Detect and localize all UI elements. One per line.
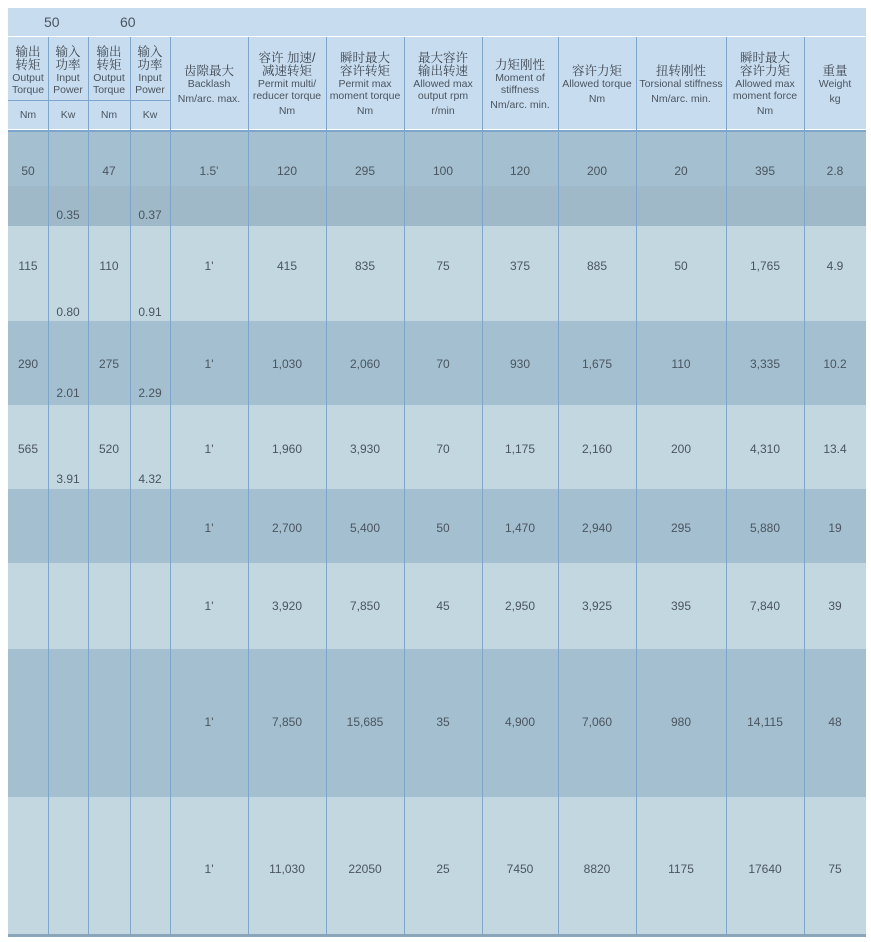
table-cell-torsional: 20	[674, 164, 688, 178]
table-cell-allowed: 885	[586, 259, 608, 273]
header-cn: 输出	[96, 44, 122, 59]
header-en: Torsional stiffness	[639, 77, 723, 90]
table-cell-backlash: 1'	[204, 862, 214, 876]
table-cell-pw50: 0.35	[56, 208, 80, 222]
header-en: Input	[56, 71, 80, 84]
table-cell-pw60: 4.32	[138, 472, 162, 486]
table-cell-out60: 47	[102, 164, 116, 178]
table-cell-weight: 39	[828, 599, 842, 613]
table-cell-maxmom: 22050	[348, 862, 382, 876]
header-cn: 转矩	[96, 57, 122, 72]
table-cell-weight: 13.4	[823, 442, 847, 456]
header-cn: 容许力矩	[739, 64, 790, 78]
header-unit: r/min	[431, 105, 455, 117]
header-unit: Kw	[142, 109, 158, 121]
header-cn: 容许转矩	[339, 64, 390, 78]
table-cell-allowed: 2,940	[581, 521, 613, 535]
table-cell-out60: 110	[99, 259, 119, 273]
frequency-header-band	[8, 8, 866, 36]
table-cell-maxmom: 835	[354, 259, 376, 273]
table-cell-torsional: 980	[670, 715, 692, 729]
table-cell-stiff: 375	[509, 259, 531, 273]
header-cn: 最大容许	[417, 51, 468, 65]
header-cn: 减速转矩	[261, 64, 312, 78]
header-cn: 容许力矩	[571, 63, 622, 78]
header-en: Backlash	[187, 77, 231, 90]
table-cell-rpm: 25	[436, 862, 450, 876]
table-cell-out60	[88, 713, 130, 731]
header-cn: 输出	[15, 44, 41, 59]
table-cell-backlash: 1'	[204, 715, 214, 729]
header-en: Torque	[11, 83, 45, 96]
header-en: Moment of	[495, 71, 545, 84]
table-cell-out60	[88, 597, 130, 615]
table-cell-out50	[8, 597, 48, 615]
header-cn: 转矩	[15, 57, 41, 72]
table-cell-backlash: 1'	[204, 521, 214, 535]
header-unit: Nm	[756, 105, 774, 117]
header-en: Torque	[92, 83, 126, 96]
column-header	[170, 37, 248, 129]
table-cell-accel: 11,030	[269, 862, 305, 876]
table-cell-maxforce: 17640	[748, 862, 782, 876]
table-cell-out50	[8, 519, 48, 537]
table-cell-maxforce: 4,310	[749, 442, 781, 456]
table-cell-torsional: 110	[671, 357, 691, 371]
table-cell-stiff: 2,950	[504, 599, 536, 613]
header-en: Input	[138, 71, 162, 84]
column-header	[88, 37, 130, 100]
table-cell-accel: 120	[276, 164, 298, 178]
table-cell-torsional: 395	[670, 599, 692, 613]
table-cell-pw60: 2.29	[138, 386, 162, 400]
column-header	[48, 37, 88, 100]
table-cell-stiff: 120	[509, 164, 531, 178]
table-cell-maxforce: 5,880	[749, 521, 781, 535]
header-en: Permit max	[338, 78, 392, 90]
column-header	[248, 37, 326, 129]
header-cn: 输入	[55, 44, 81, 59]
table-cell-weight: 19	[828, 521, 842, 535]
table-cell-accel: 1,960	[271, 442, 303, 456]
header-unit: kg	[829, 92, 841, 105]
table-cell-out60: 520	[98, 442, 120, 456]
table-cell-out50	[8, 860, 48, 878]
table-cell-maxmom: 2,060	[349, 357, 381, 371]
table-cell-out50: 565	[17, 442, 39, 456]
freq-50-label: 50	[44, 14, 60, 30]
table-cell-pw60: 0.91	[138, 305, 162, 319]
column-header	[726, 37, 804, 129]
table-cell-stiff: 930	[509, 357, 531, 371]
table-cell-rpm: 100	[432, 164, 454, 178]
header-en: reducer torque	[252, 90, 322, 102]
header-unit: Nm/arc. min.	[490, 98, 550, 111]
column-header	[482, 37, 558, 129]
table-cell-stiff: 7450	[506, 862, 534, 876]
header-en: Weight	[818, 77, 852, 90]
table-cell-rpm: 45	[436, 599, 450, 613]
table-cell-backlash: 1.5'	[199, 164, 219, 178]
table-cell-maxmom: 15,685	[346, 715, 384, 729]
table-cell-torsional: 50	[674, 259, 688, 273]
column-header	[636, 37, 726, 129]
column-header	[404, 37, 482, 129]
column-header	[130, 37, 170, 100]
table-cell-allowed: 200	[586, 164, 608, 178]
header-en: Power	[135, 83, 165, 96]
table-cell-out50: 290	[17, 357, 39, 371]
table-cell-accel: 7,850	[271, 715, 303, 729]
header-cn: 输出转速	[417, 64, 468, 78]
table-cell-maxforce: 395	[754, 164, 776, 178]
header-cn: 扭转刚性	[655, 63, 706, 78]
header-en: Allowed max	[413, 78, 473, 90]
table-cell-allowed: 7,060	[581, 715, 613, 729]
table-cell-weight: 75	[828, 862, 842, 876]
header-en: Power	[53, 83, 83, 96]
table-cell-pw50: 2.01	[56, 386, 80, 400]
header-unit: Nm	[19, 109, 37, 121]
header-unit: Nm/arc. min.	[651, 92, 711, 105]
header-unit: Nm	[278, 105, 296, 117]
column-header	[804, 37, 866, 129]
table-cell-weight: 4.9	[826, 259, 844, 273]
header-en: stiffness	[500, 83, 540, 96]
table-cell-out60: 275	[98, 357, 120, 371]
header-en: moment torque	[329, 90, 401, 102]
header-cn: 重量	[822, 63, 848, 78]
table-cell-rpm: 35	[436, 715, 450, 729]
column-header	[558, 37, 636, 129]
header-en: Permit multi/	[257, 78, 317, 90]
column-header	[326, 37, 404, 129]
table-cell-out60	[88, 519, 130, 537]
table-cell-rpm: 50	[436, 521, 450, 535]
table-cell-allowed: 8820	[583, 862, 611, 876]
table-cell-out50: 115	[18, 259, 38, 273]
header-cn: 瞬时最大	[739, 51, 790, 65]
header-unit: Nm	[100, 109, 118, 121]
header-cn: 瞬时最大	[339, 51, 390, 65]
header-cn: 齿隙最大	[183, 63, 234, 78]
table-cell-backlash: 1'	[204, 357, 214, 371]
table-cell-stiff: 4,900	[504, 715, 536, 729]
table-cell-backlash: 1'	[204, 442, 214, 456]
header-en: moment force	[732, 90, 798, 102]
table-cell-torsional: 295	[670, 521, 692, 535]
table-cell-accel: 2,700	[271, 521, 303, 535]
table-cell-weight: 2.8	[826, 164, 844, 178]
table-cell-rpm: 70	[436, 357, 450, 371]
header-unit: Kw	[60, 109, 76, 121]
table-cell-pw50: 3.91	[56, 472, 80, 486]
table-cell-maxforce: 3,335	[749, 357, 781, 371]
header-unit: Nm	[356, 105, 374, 117]
table-cell-out50: 50	[21, 164, 35, 178]
header-cn: 输入	[137, 44, 163, 59]
table-cell-weight: 48	[828, 715, 842, 729]
table-cell-out60	[88, 860, 130, 878]
header-unit: Nm/arc. max.	[177, 92, 241, 105]
table-cell-pw60: 0.37	[138, 208, 162, 222]
freq-60-label: 60	[120, 14, 136, 30]
header-en: Allowed torque	[562, 77, 632, 90]
table-cell-maxmom: 7,850	[349, 599, 381, 613]
table-cell-torsional: 200	[670, 442, 692, 456]
header-cn: 力矩刚性	[494, 57, 545, 72]
table-cell-accel: 1,030	[271, 357, 303, 371]
table-cell-allowed: 1,675	[581, 357, 613, 371]
header-divider	[8, 130, 866, 132]
table-cell-accel: 415	[276, 259, 298, 273]
table-cell-backlash: 1'	[204, 259, 214, 273]
table-cell-maxforce: 7,840	[749, 599, 781, 613]
header-cn: 功率	[55, 57, 81, 72]
header-en: Allowed max	[735, 78, 795, 90]
table-cell-rpm: 70	[436, 442, 450, 456]
header-cn: 容许 加速/	[258, 51, 316, 65]
header-en: Output	[12, 71, 44, 84]
table-cell-torsional: 1175	[668, 862, 694, 876]
table-cell-maxmom: 3,930	[349, 442, 381, 456]
table-cell-stiff: 1,175	[504, 442, 536, 456]
header-unit: Nm	[588, 92, 606, 105]
table-cell-maxmom: 5,400	[349, 521, 381, 535]
header-en: Output	[93, 71, 125, 84]
header-en: output rpm	[417, 90, 469, 102]
table-cell-allowed: 2,160	[581, 442, 613, 456]
header-cn: 功率	[137, 57, 163, 72]
table-cell-stiff: 1,470	[504, 521, 536, 535]
table-cell-out50	[8, 713, 48, 731]
table-cell-rpm: 75	[436, 259, 450, 273]
table-cell-maxforce: 1,765	[749, 259, 781, 273]
table-cell-allowed: 3,925	[581, 599, 613, 613]
table-cell-maxforce: 14,115	[747, 715, 783, 729]
table-cell-accel: 3,920	[271, 599, 303, 613]
table-cell-backlash: 1'	[204, 599, 214, 613]
table-cell-maxmom: 295	[354, 164, 376, 178]
column-header	[8, 37, 48, 100]
table-cell-weight: 10.2	[823, 357, 847, 371]
table-bottom-rule	[8, 934, 866, 937]
table-cell-pw50: 0.80	[56, 305, 80, 319]
